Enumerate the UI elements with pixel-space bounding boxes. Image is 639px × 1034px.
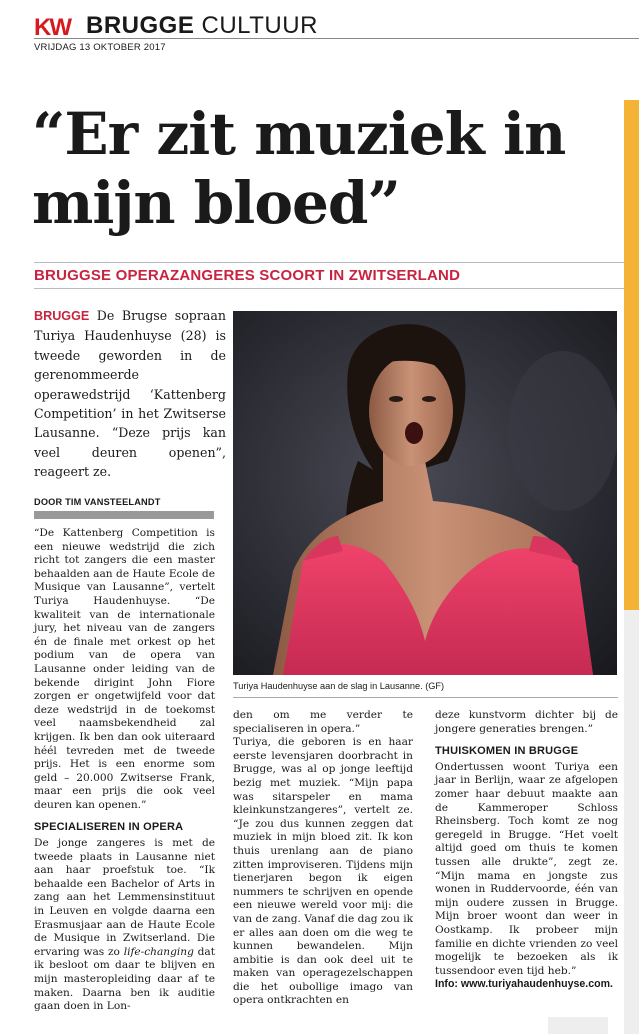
section-subhead: THUISKOMEN IN BRUGGE	[435, 745, 579, 758]
body-paragraph: “De Kattenberg Competition is een nieuwe wedstrijd die zich richt tot zangers die een master behaalden aan de Haute Ecole de Musique van Lausanne”, vertelt Turiya Haudenhuyse. “De kwaliteit van de internationale jury, het niveau van de zangers én de finale met orkest op het podium van de opera van Lausanne onder leiding van de bekende dirigint John Fiore zorgen er ongetwijfeld voor dat deze wedstrijd in de toekomst veel naamsbekendheid zal krijgen. Ik ben dan ook uiteraard héél tevreden met de tweede prijs. Het is een enorme som geld – 20.000 Zwitserse Frank, maar een prijs die ook veel deuren kan openen.”	[34, 527, 215, 811]
intro-paragraph	[34, 306, 226, 482]
logo-text: KW	[34, 14, 70, 38]
body-paragraph: Ondertussen woont Turiya een jaar in Berlijn, waar ze afgelopen zomer haar debuut maakte aan de Kammeroper Schloss Rheinsberg. Toch komt ze nog geregeld in Brugge. “Het voelt altijd goed om thuis te komen tussen alle drukte”, zegt ze. “Mijn mama en jongste zus wonen in Ruddervoorde, één van mijn oudere zussen in Brugge. Mijn broer woont dan weer in Oostkamp. Ik probeer mijn familie en dichte vrienden zo veel mogelijk te bezoeken als ik tussendoor even tijd heb.”	[435, 760, 618, 977]
article-photo	[233, 311, 617, 675]
photo-caption: Turiya Haudenhuyse aan de slag in Lausanne. (GF)	[233, 681, 445, 691]
masthead-rule	[34, 38, 639, 39]
subheadline: BRUGGSE OPERAZANGERES SCOORT IN ZWITSERLAND	[34, 267, 461, 284]
headline-line-1: “Er zit muziek in	[32, 100, 566, 168]
body-paragraph: Turiya, die geboren is en haar eerste levensjaren doorbracht in Brugge, was al op jonge leeftijd bezig met muziek. “Mijn papa was sitarspeler en mama kleinkunstzangeres”, vertelt ze. “Je zou dus kunnen zeggen dat muziek in mijn bloed zit. Ik kon thuis urenlang aan de piano zitten improviseren. Tijdens mijn tienerjaren begon ik eigen nummers te schrijven en opende een nieuwe wereld voor mij: die van de zang. Vanaf die dag zou ik er alles aan doen om die weg te kunnen bewandelen. Mijn ambitie is dan ook deel uit te maken van operagezelschappen die het oubollige imago van opera ontkrachten en	[233, 736, 413, 1007]
headline-rule	[34, 262, 624, 263]
intro-text: De Brugse sopraan Turiya Haudenhuyse (28) is tweede geworden in de gerenommeerde operawedstrijd ‘Kattenberg Competition’ in het Zwitserse Lausanne. “Deze prijs kan veel deuren openen”, reageert ze.	[34, 308, 226, 480]
caption-rule	[233, 697, 618, 698]
section-subhead: SPECIALISEREN IN OPERA	[34, 821, 184, 834]
page-footer-box	[548, 1017, 608, 1034]
headline-line-2: mijn bloed”	[32, 169, 400, 237]
body-column-2	[233, 709, 413, 1008]
intro-kicker: BRUGGE	[34, 309, 90, 323]
body-paragraph	[34, 837, 215, 1014]
section-category: CULTUUR	[201, 12, 318, 39]
emphasis-text: life-changing	[123, 945, 194, 958]
byline: DOOR TIM VANSTEELANDT	[34, 497, 161, 507]
body-paragraph: deze kunstvorm dichter bij de jongere generaties brengen.”	[435, 709, 618, 735]
subheadline-rule	[34, 288, 624, 289]
body-text: dat ik besloot om daar te blijven en mijn masteropleiding daar af te maken. Daarna ben ik auditie gaan doen in Lon-	[34, 945, 215, 1013]
margin-strip	[624, 100, 639, 610]
kw-logo	[34, 14, 78, 38]
body-text: De jonge zangeres is met de tweede plaats in Lausanne niet aan haar proefstuk toe. “Ik behaalde een Bachelor of Arts in zang aan het Lemmensinstituut in Leuven en volgde daarna een Erasmusjaar aan de Haute Ecole de Musique in Zwitserland. Die ervaring was zo	[34, 837, 215, 958]
section-name: BRUGGE	[86, 12, 195, 39]
singer-photo	[233, 311, 617, 675]
byline-bar	[34, 511, 214, 519]
headline	[32, 100, 622, 238]
section-title	[86, 14, 318, 38]
body-column-3	[435, 709, 618, 992]
info-link[interactable]: Info: www.turiyahaudenhuyse.com.	[435, 978, 613, 991]
body-paragraph: den om me verder te specialiseren in opera.”	[233, 709, 413, 735]
body-column-1	[34, 527, 215, 1014]
issue-date: VRIJDAG 13 OKTOBER 2017	[34, 42, 166, 53]
margin-strip-lower	[624, 610, 639, 1034]
